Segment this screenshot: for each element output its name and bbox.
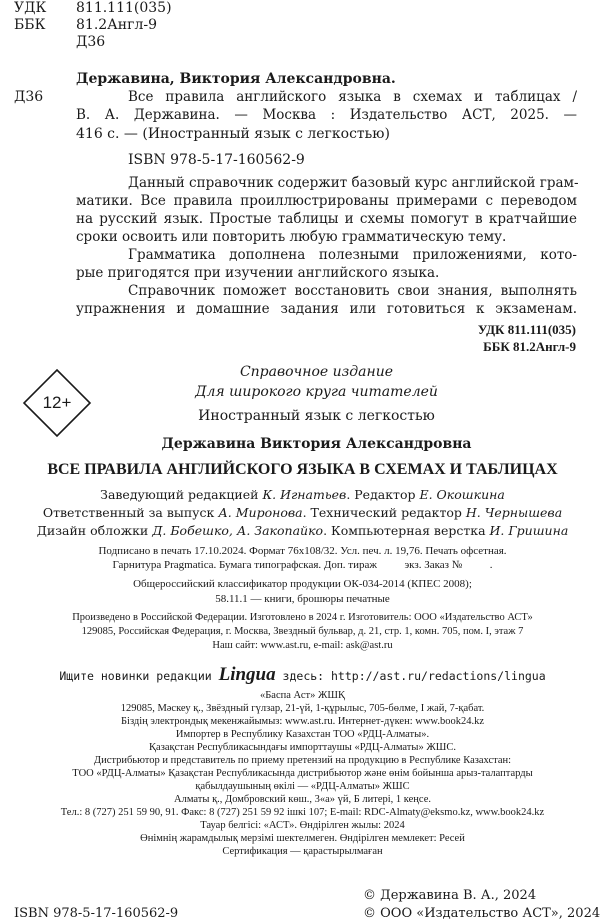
annotation-line: рые пригодятся при изучении английского языка. — [76, 265, 440, 281]
staff-person: И. Гришина — [489, 523, 569, 538]
lingua-line — [0, 664, 605, 686]
lingua-logo: Lingua — [218, 664, 276, 685]
udk-right: УДК 811.111(035) — [477, 322, 576, 337]
annotation-line: на русский язык. Простые таблицы и схемы помогут в кратчайшие — [76, 211, 577, 227]
entry-line-1: Все правила английского языка в схемах и таблицах / — [128, 89, 577, 105]
kz-line: Тел.: 8 (727) 251 59 90, 91. Факс: 8 (727) 251 59 92 ішкі 107; E-mail: RDC-Almaty@eksmo.kz, www.book24.kz — [60, 807, 545, 818]
staff-person: Д. Бобешко, А. Закопайко — [152, 523, 324, 538]
udk-value: 811.111(035) — [76, 0, 172, 16]
annotation-line: Грамматика дополнена полезными приложениями, кото- — [128, 247, 577, 263]
kz-line: Импортер в Республику Казахстан ТОО «РДЦ-Алматы». — [175, 729, 430, 740]
staff-person: Н. Чернышева — [465, 505, 563, 520]
author-code: Д36 — [76, 34, 106, 50]
kz-line: Біздің электрондық мекенжайымыз: www.ast.ru. Интернет-дүкен: www.book24.kz — [121, 716, 484, 727]
kz-line: Қазақстан Республикасындағы импорттаушы «РДЦ-Алматы» ЖШС. — [149, 742, 456, 753]
edition-audience: Для широкого круга читателей — [195, 384, 438, 400]
book-title: ВСЕ ПРАВИЛА АНГЛИЙСКОГО ЯЗЫКА В СХЕМАХ И ТАБЛИЦАХ — [47, 461, 558, 478]
entry-line-3: 416 с. — (Иностранный язык с легкостью) — [76, 126, 390, 142]
copyright-author: © Державина В. А., 2024 — [363, 888, 537, 903]
entry-isbn: ISBN 978-5-17-160562-9 — [128, 152, 305, 168]
staff-role: . Компьютерная верстка — [323, 523, 490, 538]
author-code-left: Д36 — [14, 89, 44, 105]
title-author: Державина Виктория Александровна — [161, 436, 472, 452]
staff-person: А. Миронова — [218, 505, 303, 520]
author-heading: Державина, Виктория Александровна. — [76, 71, 396, 87]
print-line-1: Подписано в печать 17.10.2024. Формат 76x108/32. Усл. печ. л. 19,76. Печать офсетная. — [98, 545, 507, 557]
bbk-right: ББК 81.2Англ-9 — [483, 339, 576, 354]
staff-role: Ответственный за выпуск — [42, 505, 219, 520]
annotation-line: Данный справочник содержит базовый курс английской грам- — [128, 175, 579, 191]
staff-line-2 — [0, 505, 605, 520]
staff-line-1 — [0, 487, 605, 502]
footer-isbn: ISBN 978-5-17-160562-9 — [14, 906, 179, 921]
producer-line-1: Произведено в Российской Федерации. Изготовлено в 2024 г. Изготовитель: ООО «Издательство АСТ» — [72, 612, 533, 623]
copyright-publisher: © ООО «Издательство АСТ», 2024 — [363, 906, 601, 921]
staff-line-3 — [0, 523, 605, 538]
lingua-text: Ищите новинки редакции — [59, 669, 219, 683]
classifier-line-2: 58.11.1 — книги, брошюры печатные — [215, 593, 390, 605]
annotation-line: Справочник поможет восстановить свои знания, выполнять — [128, 283, 577, 299]
staff-role: . Редактор — [346, 487, 420, 502]
annotation-line: сроки освоить или повторить любую грамматическую тему. — [76, 229, 507, 245]
staff-role: . Технический редактор — [302, 505, 466, 520]
lingua-url: здесь: http://ast.ru/redactions/lingua — [275, 669, 546, 683]
kz-line: «Баспа Аст» ЖШҚ — [260, 690, 345, 701]
age-rating-text: 12+ — [42, 393, 72, 412]
kz-line: қабылдаушының өкілі — «РДЦ-Алматы» ЖШС — [195, 781, 410, 792]
kz-line: 129085, Мәскеу қ., Звёздный гүлзар, 21-үй, 1-құрылыс, 705-бөлме, I жай, 7-қабат. — [120, 703, 485, 714]
udk-label: УДК — [14, 0, 47, 16]
kz-line: Тауар белгісі: «АСТ». Өндірілген жылы: 2024 — [200, 820, 405, 831]
staff-person: Е. Окошкина — [419, 487, 505, 502]
classifier-line-1: Общероссийский классификатор продукции ОК-034-2014 (КПЕС 2008); — [133, 578, 472, 590]
annotation-line: упражнения и домашние задания или готовиться к экзаменам. — [76, 301, 577, 317]
edition-type: Справочное издание — [239, 364, 394, 380]
kz-line: Сертификация — қарастырылмаған — [222, 846, 383, 857]
producer-line-2: 129085, Российская Федерация, г. Москва, Звездный бульвар, д. 21, стр. 1, комн. 705, пом. I, этаж 7 — [81, 626, 524, 637]
print-line-2: Гарнитура Pragmatica. Бумага типографская. Доп. тираж экз. Заказ № . — [112, 559, 493, 571]
kz-line: Алматы қ., Домбровский көш., 3«а» үй, Б литері, 1 кеңсе. — [174, 794, 431, 805]
staff-role: Дизайн обложки — [36, 523, 153, 538]
bbk-value: 81.2Англ-9 — [76, 17, 157, 33]
edition-series: Иностранный язык с легкостью — [198, 408, 435, 424]
annotation-line: матики. Все правила проиллюстрированы примерами с переводом — [76, 193, 577, 209]
bbk-label: ББК — [14, 17, 46, 33]
staff-role: Заведующий редакцией — [100, 487, 263, 502]
kz-line: Өнімнің жарамдылық мерзімі шектелмеген. Өндірілген мемлекет: Ресей — [140, 833, 465, 844]
entry-line-2: В. А. Державина. — Москва : Издательство АСТ, 2025. — — [76, 107, 577, 123]
staff-person: К. Игнатьев — [262, 487, 347, 502]
kz-line: ТОО «РДЦ-Алматы» Қазақстан Республикасында дистрибьютор және өнім бойынша арыз-талаптарды — [72, 768, 533, 779]
kz-line: Дистрибьютор и представитель по приему претензий на продукцию в Республике Казахстан: — [93, 755, 512, 766]
producer-line-3: Наш сайт: www.ast.ru, e-mail: ask@ast.ru — [212, 640, 393, 651]
